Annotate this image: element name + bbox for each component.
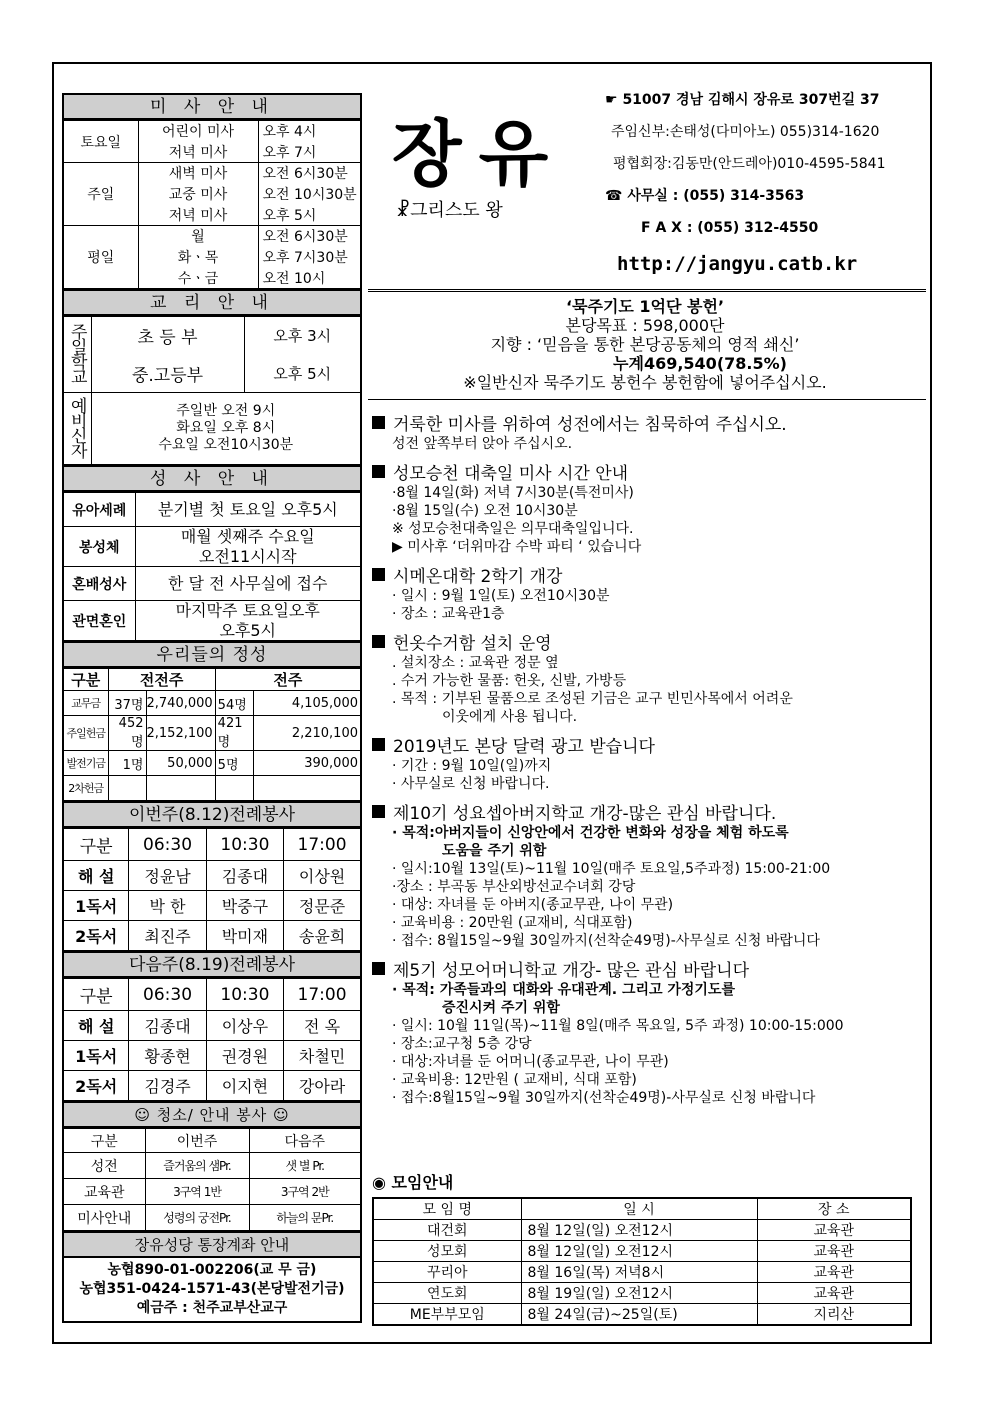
service-person: 차철민: [284, 1041, 361, 1071]
table-row: [63, 1153, 361, 1179]
mass-time: 오후 7시30분: [258, 247, 361, 268]
offering-count: 37명: [108, 691, 146, 716]
meetings-section: [372, 1170, 917, 1326]
meeting-name: ME부부모임: [373, 1304, 521, 1326]
table-row: [63, 979, 361, 1011]
sunday-school-label: 주일학교: [63, 317, 91, 393]
meeting-place: 지리산: [757, 1304, 911, 1326]
notice-item: [372, 459, 920, 556]
table-row: [63, 1071, 361, 1101]
school-row-time: 오후 3시: [244, 317, 361, 355]
sacrament-detail: [135, 493, 361, 527]
notice-line: · 목적: 가족들과의 대화와 유대관계. 그리고 가정기도를: [392, 982, 736, 998]
mass-time: 오후 4시: [258, 121, 361, 142]
sacrament-detail: [135, 567, 361, 601]
table-row: [63, 861, 361, 891]
table-row: [373, 1241, 911, 1262]
rosary-divider: [368, 399, 926, 400]
mass-time: 오전 6시30분: [258, 226, 361, 247]
mass-name: 새벽 미사: [138, 163, 258, 184]
table-row: [63, 716, 361, 751]
sacrament-label: 봉성체: [63, 527, 135, 567]
mass-day-label: 토요일: [63, 121, 138, 163]
mass-name: 수ㆍ금: [138, 268, 258, 289]
service-header: 구분: [63, 829, 129, 861]
notice-item: [372, 410, 920, 453]
service-person: 권경원: [206, 1041, 283, 1071]
table-row: [63, 891, 361, 921]
service-person: 이상우: [206, 1011, 283, 1041]
notice-line: · 기간 : 9월 10일(일)까지: [392, 758, 552, 774]
notice-item: [372, 956, 920, 1107]
offering-count: 452명: [108, 716, 146, 751]
notice-item: [372, 799, 920, 950]
table-row: [63, 1129, 361, 1153]
rosary-total: 누계469,540(78.5%): [613, 354, 787, 373]
sacrament-detail: [135, 527, 361, 567]
fax-number: F A X : (055) 312-4550: [641, 220, 819, 236]
service-person: 전 옥: [284, 1011, 361, 1041]
mass-time: 오후 5시: [258, 205, 361, 226]
table-row: [373, 1198, 911, 1220]
header-divider: [368, 289, 926, 292]
meeting-time: 8월 19일(일) 오전12시: [521, 1283, 757, 1304]
table-row: [63, 226, 361, 247]
sacrament-line: 마지막주 토요일오후: [175, 601, 320, 621]
service-this-table: [62, 828, 362, 951]
meeting-place: 교육관: [757, 1283, 911, 1304]
mass-name: 화ㆍ목: [138, 247, 258, 268]
offering-title: 우리들의 정성: [62, 641, 362, 668]
offering-amount: 2,740,000: [146, 691, 215, 716]
cleaning-area: 미사안내: [63, 1205, 145, 1231]
mass-time: 오전 6시30분: [258, 163, 361, 184]
cleaning-group: 성령의 궁전Pr.: [145, 1205, 249, 1231]
mass-time: 오전 10시30분: [258, 184, 361, 205]
meeting-name: 성모회: [373, 1241, 521, 1262]
cleaning-table: [62, 1128, 362, 1231]
notice-line: . 수거 가능한 물품: 헌옷, 신발, 가방등: [392, 673, 627, 689]
notice-title-text: 성모승천 대축일 미사 시간 안내: [393, 464, 629, 484]
offering-count: 421명: [215, 716, 253, 751]
notice-line: 도움을 주기 위함: [442, 843, 547, 859]
mass-name: 교중 미사: [138, 184, 258, 205]
table-row: [63, 776, 361, 801]
notice-line: 성전 앞쪽부터 앉아 주십시오.: [392, 436, 573, 452]
offering-count: 54명: [215, 691, 253, 716]
table-row: [63, 601, 361, 641]
cleaning-group: 하늘의 문Pr.: [249, 1205, 361, 1231]
notice-title: [372, 629, 920, 654]
sacrament-line: 오후5시: [219, 620, 277, 640]
address: ☛ 51007 경남 김해시 장유로 307번길 37: [605, 92, 880, 108]
square-bullet-icon: [372, 465, 385, 478]
notice-line: · 대상:자녀를 둔 어머니(종교무관, 나이 무관): [392, 1054, 669, 1070]
cleaning-group: 3구역 1반: [145, 1179, 249, 1205]
left-column: [62, 93, 362, 1323]
service-role: 해 설: [63, 1011, 129, 1041]
meetings-table: [372, 1197, 912, 1326]
mass-table: [62, 120, 362, 289]
service-header: 06:30: [129, 829, 206, 861]
service-role: 해 설: [63, 861, 129, 891]
meeting-name: 연도회: [373, 1283, 521, 1304]
table-row: [63, 691, 361, 716]
notice-title: [372, 562, 920, 587]
notice-line: 이웃에게 사용 됩니다.: [442, 709, 578, 725]
meeting-header: 장 소: [757, 1198, 911, 1220]
catechumen-times: [91, 393, 361, 465]
meeting-time: 8월 12일(일) 오전12시: [521, 1220, 757, 1241]
table-row: [63, 669, 361, 691]
service-person: 정윤남: [129, 861, 206, 891]
service-person: 박미재: [206, 921, 283, 951]
notice-line: · 일시 : 9월 1일(토) 오전10시30분: [392, 588, 610, 604]
school-row-time: 오후 5시: [244, 355, 361, 393]
notice-title-text: 2019년도 본당 달력 광고 받습니다: [393, 737, 655, 757]
service-person: 김경주: [129, 1071, 206, 1101]
school-row-name: 초 등 부: [91, 317, 244, 355]
mass-name: 월: [138, 226, 258, 247]
cleaning-group: 샛 별 Pr.: [249, 1153, 361, 1179]
service-person: 송윤희: [284, 921, 361, 951]
cleaning-group: 즐거움의 샘Pr.: [145, 1153, 249, 1179]
offering-category: 발전기금: [63, 751, 108, 776]
notice-line: . 목적 : 기부된 물품으로 조성된 기금은 교구 빈민사목에서 어려운: [392, 691, 793, 707]
offering-header: 전주: [215, 669, 361, 691]
meeting-time: 8월 16일(목) 저녁8시: [521, 1262, 757, 1283]
rosary-note: ※일반신자 묵주기도 봉헌수 봉헌함에 넣어주십시오.: [463, 373, 827, 392]
notice-title: [372, 410, 920, 435]
service-this-title: 이번주(8.12)전례봉사: [62, 801, 362, 828]
catechumen-line: 수요일 오전10시30분: [158, 436, 294, 453]
mass-day-label: 평일: [63, 226, 138, 289]
sacrament-label: 혼배성사: [63, 567, 135, 601]
table-row: [373, 1262, 911, 1283]
table-row: [63, 1011, 361, 1041]
notice-item: [372, 732, 920, 793]
account-line: 농협890-01-002206(교 무 금): [107, 1262, 317, 1278]
table-row: [63, 567, 361, 601]
mass-title: 미 사 안 내: [62, 93, 362, 120]
service-person: 정문준: [284, 891, 361, 921]
notice-line: · 장소:교구청 5층 강당: [392, 1036, 532, 1052]
table-row: [63, 1205, 361, 1231]
mass-time: 오후 7시: [258, 142, 361, 163]
offering-amount: 2,152,100: [146, 716, 215, 751]
offering-count: [108, 776, 146, 801]
rosary-aim: 지향 : ‘믿음을 통한 본당공동체의 영적 쇄신’: [490, 335, 800, 354]
table-row: [63, 751, 361, 776]
offering-amount: 4,105,000: [253, 691, 361, 716]
contact-block: [605, 84, 925, 284]
notice-title: [372, 956, 920, 981]
table-row: [63, 527, 361, 567]
service-role: 1독서: [63, 1041, 129, 1071]
offering-category: 2차헌금: [63, 776, 108, 801]
notice-line: ▶ 미사후 ‘더위마감 수박 파티 ‘ 있습니다: [392, 539, 642, 555]
table-row: [373, 1220, 911, 1241]
mass-name: 저녁 미사: [138, 205, 258, 226]
table-row: [63, 1041, 361, 1071]
table-row: [373, 1283, 911, 1304]
table-row: [63, 829, 361, 861]
catechumen-label: 예비신자: [63, 393, 91, 465]
notice-line: · 교육비용 : 20만원 (교재비, 식대포함): [392, 915, 633, 931]
offering-table: [62, 668, 362, 801]
square-bullet-icon: [372, 738, 385, 751]
offering-category: 교무금: [63, 691, 108, 716]
notice-line: ·장소 : 부곡동 부산외방선교수녀회 강당: [392, 879, 636, 895]
doctrine-table: [62, 316, 362, 465]
sacrament-line: 한 달 전 사무실에 접수: [168, 573, 328, 593]
table-row: [63, 163, 361, 184]
offering-amount: 390,000: [253, 751, 361, 776]
square-bullet-icon: [372, 962, 385, 975]
offering-count: [215, 776, 253, 801]
service-person: 최진주: [129, 921, 206, 951]
table-row: [63, 1179, 361, 1205]
hand-icon: ☛: [605, 92, 623, 108]
notice-title: [372, 732, 920, 757]
cleaning-header: 이번주: [145, 1129, 249, 1153]
square-bullet-icon: [372, 805, 385, 818]
parish-name: 장 유: [392, 112, 545, 196]
meeting-place: 교육관: [757, 1220, 911, 1241]
service-header: 10:30: [206, 979, 283, 1011]
account-line: 예금주 : 천주교부산교구: [136, 1300, 288, 1316]
service-person: 이상원: [284, 861, 361, 891]
service-role: 2독서: [63, 921, 129, 951]
cleaning-header: 구분: [63, 1129, 145, 1153]
notice-line: · 사무실로 신청 바랍니다.: [392, 776, 550, 792]
notice-title-text: 시메온대학 2학기 개강: [393, 567, 563, 587]
square-bullet-icon: [372, 635, 385, 648]
council-contact: 평협회장:김동만(안드레아)010-4595-5841: [613, 156, 886, 172]
cleaning-group: 3구역 2반: [249, 1179, 361, 1205]
mass-time: 오전 10시: [258, 268, 361, 289]
service-header: 17:00: [284, 829, 361, 861]
offering-category: 주일헌금: [63, 716, 108, 751]
meeting-place: 교육관: [757, 1241, 911, 1262]
service-next-table: [62, 978, 362, 1101]
notice-line: · 접수: 8월15일~9월 30일까지(선착순49명)-사무실로 신청 바랍니다: [392, 933, 820, 949]
service-next-title: 다음주(8.19)전례봉사: [62, 951, 362, 978]
school-row-name: 중.고등부: [91, 355, 244, 393]
account-line: 농협351-0424-1571-43(본당발전기금): [79, 1281, 345, 1297]
service-person: 김종대: [129, 1011, 206, 1041]
notice-line: · 장소 : 교육관1층: [392, 606, 505, 622]
notice-title-text: 제10기 성요셉아버지학교 개강-많은 관심 바랍니다.: [393, 804, 777, 824]
account-box: [62, 1258, 362, 1323]
phone-icon: ☎: [605, 188, 628, 204]
offering-header: 전전주: [108, 669, 215, 691]
notice-item: [372, 562, 920, 623]
table-row: [63, 493, 361, 527]
masthead: [392, 112, 592, 232]
table-row: [63, 121, 361, 142]
notice-title: [372, 799, 920, 824]
rosary-box: [370, 297, 920, 392]
notice-line: · 일시:10월 13일(토)~11월 10일(매주 토요일,5주과정) 15:00-21:00: [392, 861, 831, 877]
cleaning-area: 교육관: [63, 1179, 145, 1205]
service-person: 황종현: [129, 1041, 206, 1071]
notice-line: · 일시: 10월 11일(목)~11월 8일(매주 목요일, 5주 과정) 10:00-15:000: [392, 1018, 844, 1034]
service-header: 17:00: [284, 979, 361, 1011]
offering-amount: [253, 776, 361, 801]
meeting-place: 교육관: [757, 1262, 911, 1283]
offering-count: 1명: [108, 751, 146, 776]
notice-title-text: 거룩한 미사를 위하여 성전에서는 침묵하여 주십시오.: [393, 415, 787, 435]
square-bullet-icon: [372, 416, 385, 429]
service-person: 박중구: [206, 891, 283, 921]
meeting-name: 대건회: [373, 1220, 521, 1241]
mass-name: 어린이 미사: [138, 121, 258, 142]
offering-amount: 50,000: [146, 751, 215, 776]
service-header: 구분: [63, 979, 129, 1011]
rosary-title: ‘묵주기도 1억단 봉헌’: [565, 297, 725, 316]
notice-line: . 설치장소 : 교육관 정문 옆: [392, 655, 559, 671]
service-role: 1독서: [63, 891, 129, 921]
service-person: 김종대: [206, 861, 283, 891]
meeting-time: 8월 24일(금)~25일(토): [521, 1304, 757, 1326]
rosary-goal: 본당목표 : 598,000단: [565, 316, 725, 335]
service-person: 강아라: [284, 1071, 361, 1101]
pastor-contact: 주임신부:손태성(다미아노) 055)314-1620: [611, 124, 880, 140]
offering-amount: [146, 776, 215, 801]
meeting-name: 꾸리아: [373, 1262, 521, 1283]
sacrament-line: 매월 셋째주 수요일: [180, 527, 315, 547]
parish-url: http://jangyu.catb.kr: [617, 253, 858, 275]
office-phone: ☎ 사무실 : (055) 314-3563: [605, 188, 805, 204]
notice-line: ·8월 14일(화) 저녁 7시30분(특전미사): [392, 485, 634, 501]
notice-title-text: 제5기 성모어머니학교 개강- 많은 관심 바랍니다: [393, 961, 749, 981]
notice-line: · 대상: 자녀를 둔 아버지(종교무관, 나이 무관): [392, 897, 674, 913]
notice-line: ※ 성모승천대축일은 의무대축일입니다.: [392, 521, 634, 537]
table-row: [373, 1304, 911, 1326]
sacrament-table: [62, 492, 362, 641]
service-header: 06:30: [129, 979, 206, 1011]
catechumen-line: 화요일 오후 8시: [176, 420, 276, 437]
meetings-title: ◉ 모임안내: [372, 1173, 454, 1192]
service-person: 이지현: [206, 1071, 283, 1101]
notice-line: · 목적:아버지들이 신앙안에서 건강한 변화와 성장을 체험 하도록: [392, 825, 789, 841]
cleaning-area: 성전: [63, 1153, 145, 1179]
square-bullet-icon: [372, 568, 385, 581]
service-person: 박 한: [129, 891, 206, 921]
sacrament-line: 분기별 첫 토요일 오후5시: [157, 499, 338, 519]
notice-line: · 접수:8월15일~9월 30일까지(선착순49명)-사무실로 신청 바랍니다: [392, 1090, 816, 1106]
service-role: 2독서: [63, 1071, 129, 1101]
sacrament-detail: [135, 601, 361, 641]
cleaning-header: 다음주: [249, 1129, 361, 1153]
notice-item: [372, 629, 920, 726]
notice-line: 증진시켜 주기 위함: [442, 1000, 560, 1016]
offering-amount: 2,210,100: [253, 716, 361, 751]
cleaning-title: ☺ 청소/ 안내 봉사 ☺: [62, 1101, 362, 1128]
notice-title-text: 헌옷수거함 설치 운영: [393, 634, 552, 654]
sacrament-line: 오전11시시작: [198, 546, 297, 566]
sacrament-label: 유아세례: [63, 493, 135, 527]
notice-title: [372, 459, 920, 484]
notices: [372, 404, 920, 1107]
parish-subtitle: ☧그리스도 왕: [396, 200, 503, 221]
account-title: 장유성당 통장계좌 안내: [62, 1231, 362, 1258]
service-header: 10:30: [206, 829, 283, 861]
doctrine-title: 교 리 안 내: [62, 289, 362, 316]
mass-day-label: 주일: [63, 163, 138, 226]
mass-name: 저녁 미사: [138, 142, 258, 163]
sacrament-label: 관면혼인: [63, 601, 135, 641]
sacrament-title: 성 사 안 내: [62, 465, 362, 492]
offering-header: 구분: [63, 669, 108, 691]
catechumen-line: 주일반 오전 9시: [176, 403, 276, 420]
meeting-header: 모 임 명: [373, 1198, 521, 1220]
meeting-header: 일 시: [521, 1198, 757, 1220]
offering-count: 5명: [215, 751, 253, 776]
table-row: [63, 921, 361, 951]
notice-line: · 교육비용: 12만원 ( 교재비, 식대 포함): [392, 1072, 637, 1088]
meeting-time: 8월 12일(일) 오전12시: [521, 1241, 757, 1262]
notice-line: ·8월 15일(수) 오전 10시30분: [392, 503, 578, 519]
